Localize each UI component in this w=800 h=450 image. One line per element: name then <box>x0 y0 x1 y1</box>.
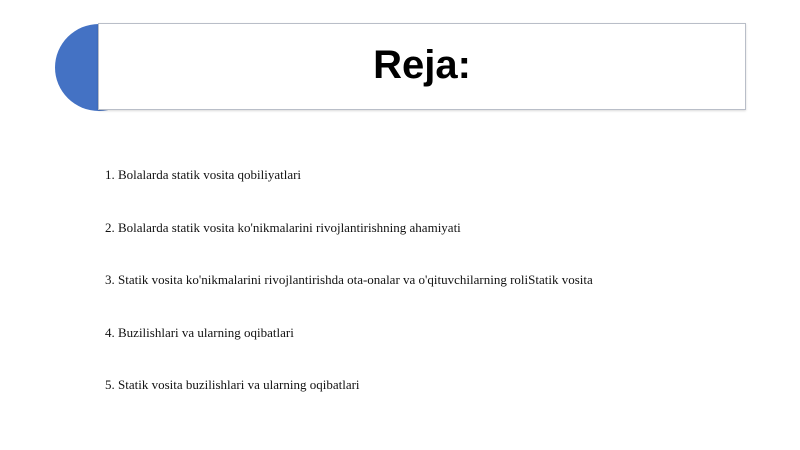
plan-item-5: 5. Statik vosita buzilishlari va ularning oqibatlari <box>105 377 360 392</box>
plan-list <box>105 166 593 429</box>
slide-title: Reja: <box>373 42 471 87</box>
plan-item-4: 4. Buzilishlari va ularning oqibatlari <box>105 324 294 340</box>
plan-item-3: 3. Statik vosita ko'nikmalarini rivojlantirishda ota-onalar va o'qituvchilarning roliStatik vosita <box>105 272 593 287</box>
title-box <box>98 23 746 110</box>
plan-item-1: 1. Bolalarda statik vosita qobiliyatlari <box>105 167 302 182</box>
plan-item-2: 2. Bolalarda statik vosita ko'nikmalarini rivojlantirishning ahamiyati <box>105 219 461 235</box>
